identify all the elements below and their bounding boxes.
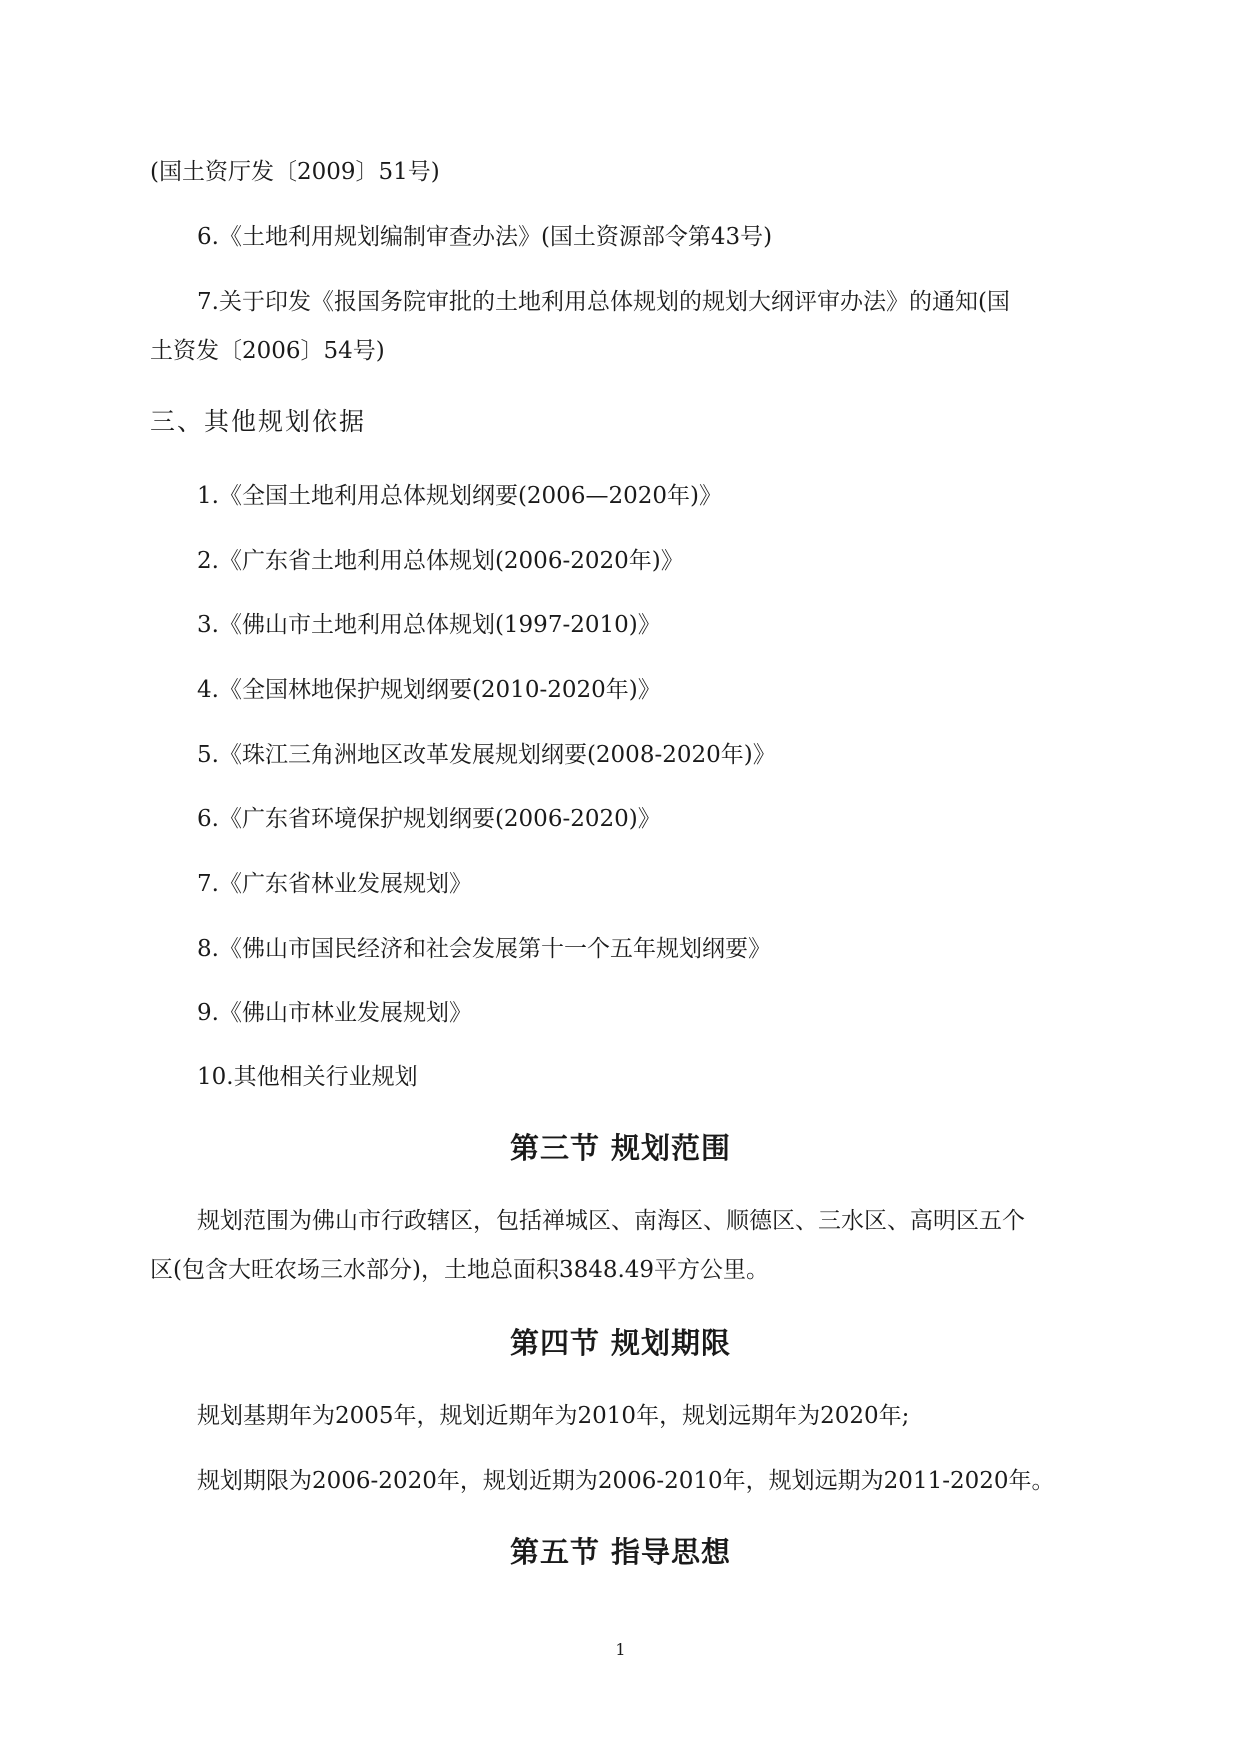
- list-item: 1.《全国土地利用总体规划纲要(2006—2020年)》: [197, 483, 722, 509]
- list-item: 10.其他相关行业规划: [197, 1064, 418, 1090]
- section-title-period: 第四节 规划期限: [509, 1326, 732, 1360]
- section-heading: 三、其他规划依据: [150, 407, 367, 436]
- list-item: 4.《全国林地保护规划纲要(2010-2020年)》: [197, 677, 661, 703]
- list-item: 6.《广东省环境保护规划纲要(2006-2020)》: [197, 806, 661, 832]
- intro-line: 土资发〔2006〕54号): [150, 338, 385, 364]
- page-number: 1: [615, 1640, 626, 1659]
- section-title-guidance: 第五节 指导思想: [509, 1535, 732, 1569]
- list-item: 2.《广东省土地利用总体规划(2006-2020年)》: [197, 548, 684, 574]
- intro-line: (国土资厅发〔2009〕51号): [150, 159, 440, 185]
- scope-text: 区(包含大旺农场三水部分)，土地总面积3848.49平方公里。: [150, 1257, 770, 1283]
- list-item: 5.《珠江三角洲地区改革发展规划纲要(2008-2020年)》: [197, 742, 776, 768]
- list-item: 9.《佛山市林业发展规划》: [197, 1000, 472, 1026]
- section-title-scope: 第三节 规划范围: [509, 1131, 732, 1165]
- intro-line: 6.《土地利用规划编制审查办法》(国土资源部令第43号): [197, 224, 773, 250]
- period-text: 规划基期年为2005年，规划近期年为2010年，规划远期年为2020年;: [197, 1403, 910, 1429]
- scope-text: 规划范围为佛山市行政辖区，包括禅城区、南海区、顺德区、三水区、高明区五个: [197, 1208, 1025, 1234]
- list-item: 3.《佛山市土地利用总体规划(1997-2010)》: [197, 612, 661, 638]
- period-text: 规划期限为2006-2020年，规划近期为2006-2010年，规划远期为2011-2020年。: [197, 1468, 1055, 1494]
- list-item: 7.《广东省林业发展规划》: [197, 871, 472, 897]
- list-item: 8.《佛山市国民经济和社会发展第十一个五年规划纲要》: [197, 936, 771, 962]
- intro-line: 7.关于印发《报国务院审批的土地利用总体规划的规划大纲评审办法》的通知(国: [197, 289, 1010, 315]
